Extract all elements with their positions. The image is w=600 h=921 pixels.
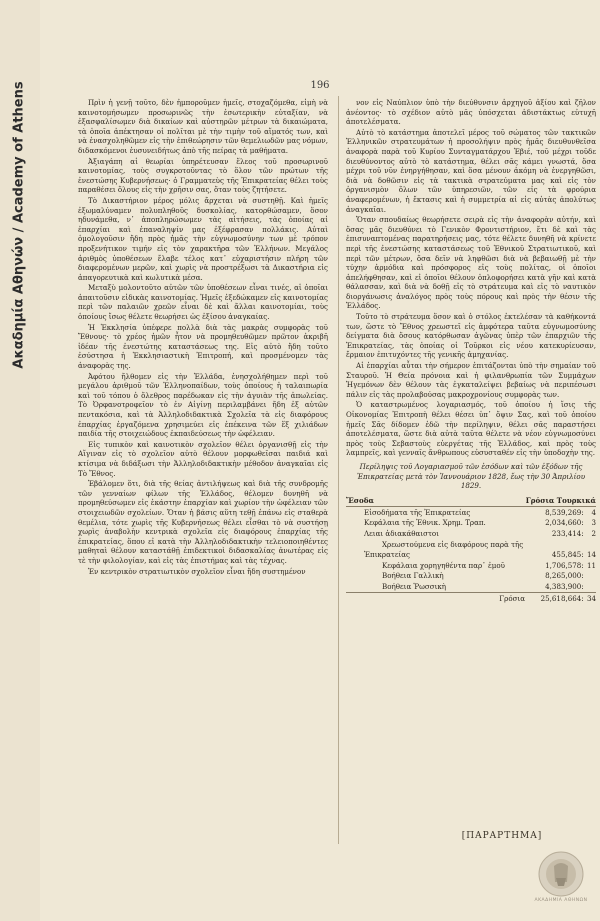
column-divider xyxy=(338,96,339,844)
row-fraction xyxy=(584,582,596,593)
row-label: Κεφάλαια χορηγηθέντα παρ᾽ ἐμοῦ xyxy=(382,560,505,570)
table-row xyxy=(346,571,596,582)
table-row xyxy=(346,529,596,540)
row-label: Χρεωστούμενα εἰς διαφόρους παρὰ τῆς xyxy=(382,539,524,549)
row-fraction: 3 xyxy=(591,518,596,528)
academy-seal xyxy=(526,848,596,914)
row-amount: 455,845: xyxy=(551,550,584,560)
row-label: Κεφάλαια τῆς Ἐθνικ. Χρημ. Τραπ. xyxy=(364,518,486,528)
archive-stamp xyxy=(4,60,34,390)
table-row xyxy=(346,518,596,529)
row-amount xyxy=(525,539,584,550)
row-label: Ἐπικρατείας xyxy=(364,550,411,560)
row-fraction xyxy=(584,539,596,550)
right-column xyxy=(346,98,596,604)
row-label: Βοήθεια Ῥωσσικὴ xyxy=(382,582,447,591)
table-header-row xyxy=(346,496,596,507)
paragraph: Αἱ ἐπαρχίαι αὗται τὴν σήμερον ἐπιτάζονται ὑπὸ τὴν σημαίαν τοῦ Σταυροῦ. Ἡ Θεία πρόνοια καὶ ἡ φιλανθρωπία τῶν Συμμάχων Ἡγεμόνων δὲν θέλουν τὰς ἐγκαταλείψει βεβαίως νὰ περιπέσωσι πάλιν εἰς τὰς προλαβούσας μακροχρονίους συμφορὰς των. xyxy=(346,361,596,399)
academy-seal-label: ΑΚΑΔΗΜΙΑ ΑΘΗΝΩΝ xyxy=(534,898,588,903)
paragraph: Τὸ Δικαστήριον μέρος μόλις ἄρχεται νὰ συστηθῇ. Καὶ ἡμεῖς ἐξωμαλύναμεν πολυπληθοῦς δυσκολίας, κατορθώσαμεν, ὅσον ηδυνάμεθα, ν᾽ ἀποπληρώσωμεν τὰς αἰτήσεις, τὰς ὁποίας αἱ ἐπαρχίαι καὶ ἐπαναληψίν μας ἐξέφρασαν πολλάκις. Αὐταὶ ὁμολογοῦσιν ἤδη πρὸς ἡμᾶς τὴν εὐγνωμοσύνην των μὲ τρόπον προξενήτικον τιμήν εἰς τὸν χαρακτῆρα τῶν Ἑλλήνων. Μεγάλος ἀριθμὸς ὑποθέσεων ἔλαβε τέλος κατ᾽ εὐχαριστήσιν πλήρη τῶν διαφερομένων μερῶν, καὶ χωρὶς νὰ προστρέξωσι τὰ Δικαστήρια εἰς ἀπαγορευτικὰ καὶ κωλυτικὰ μέσα. xyxy=(78,195,328,282)
paragraph: Τοῦτο τὸ στράτευμα ὅσον καὶ ὁ στόλος ἐκτελέσαν τὰ καθήκοντά των, ὥστε τὸ Ἔθνος χρεωστεῖ εἰς ἀμφότερα ταῦτα εὐγνωμοσύνης δείγματα διὰ ὅσους κατόρθωσαν ἀγῶνας ὑπὲρ τῶν ἐπαρχιῶν τῆς Ἐπικρατείας, τὰς ὁποίας οἱ Τοῦρκοι εἰς νέου κατεκυρίευσαν, ἔρμαιον ἐπιτυχόντες τῆς γενικῆς ἀμηχανίας. xyxy=(346,312,596,360)
table-row xyxy=(346,582,596,593)
paragraph: Αὐτὸ τὸ κατάστημα ἀποτελεῖ μέρος τοῦ σώματος τῶν τακτικῶν Ἑλληνικῶν στρατευμάτων ἡ προσολήψιν πρὸς ἡμᾶς διευθυνθεῖσα ἀναφορὰ παρὰ τοῦ Κυρίου Συνταγματάρχου Ἐβιέ, τοῦ μέχρι τοῦδε διευθύνοντος αὐτὸ τὸ κατάστημα, θέλει σᾶς κάμει γνωστά, ὅσα μέχρι τοῦ νῦν ἐνηργήθησαν, καὶ ὅσα μένουν ἀκόμη νὰ ἐνεργηθῶσι, διὰ νὰ δοθῶσιν εἰς τὰ τακτικὰ στρατεύματα μας καὶ εἰς τὸν ὀργανισμὸν ὅλων τῶν ὑπηρεσιῶν, τῶν εἰς τὰ φρούρια ἀναφερομένων, ἡ ἔκτασις καὶ ἡ συμμετρία αἱ εἰς αὐτὰς ἀπολύτως ἀναγκαῖαι. xyxy=(346,127,596,214)
row-amount: 4,383,900: xyxy=(545,582,584,591)
table-total-row xyxy=(346,593,596,604)
table-header-left: Ἔσοδα xyxy=(346,496,525,507)
paragraph: Ὁ καταστρωμένος λογαριασμός, τοῦ ὁποίου ἡ ἴσις τῆς Οἰκονομίας Ἐπιτροπὴ θέλει θέσει ὑπ᾽ ὄψιν Σας, καὶ τοῦ ὁποίου ἡμεῖς Σᾶς δίδομεν ἐδῶ τὴν περίληψιν, θέλει σᾶς παραστήσει ἀποτελέσματα, ὥστε διὰ αὐτὰ ταῦτα θέλετε νὰ νέον εὐγνωμοσύνει πρὸς τοὺς Σεβαστοὺς εὐεργέτας τῆς Ἑλλάδος, καὶ πρὸς τοὺς λαμπρεῖς, καὶ γενναῖς ἄνθρωπους εὐσυσταθέν εἰς τὴν ὑποδοχὴν της. xyxy=(346,400,596,458)
row-amount: 1,706,578: xyxy=(545,560,584,570)
row-amount: 233,414: xyxy=(551,529,584,539)
row-amount: 8,265,000: xyxy=(545,571,584,581)
row-label: Βοήθεια Γαλλικὴ xyxy=(382,571,444,581)
paragraph: Ὅταν σπουδαίως θεωρήσετε σειρὰ εἰς τὴν ἀναφορὰν αὐτήν, καὶ ὅσας μᾶς διευθύνει τὸ Γενικὸν Φροντιστήριον, ἔτι δὲ καὶ τὰς ἐπισυναπτομένας παρατηρήσεις μας, τότε θέλετε δυνηθῆ νὰ κρίνετε περὶ τῆς ἐνεστώσης καταστάσεως τοῦ Ἐθνικοῦ Στρατιωτικοῦ, καὶ περὶ τῶν μέτρων, ὅσα δεῖν νὰ ληφθῶσι διὰ νὰ βεβαιωθῇ μὲ τὴν τύχην ἁρμόδια καὶ πρόσφορος εἰς τοὺς πολίτας, οἱ ὁποῖοι ἀπελήφθησαν, καὶ εἰ ὁποῖοι θέλουν ὁπλοφορήσει κατὰ γῆν καὶ κατὰ θάλασσαν, καὶ διὰ νὰ δοθῇ εἰς τὸ στράτευμα καὶ εἰς τὸ ναυτικὸν διοργάνωσις ἀναλόγος πρὸς τοὺς πόρους καὶ πρὸς τὴν θέσιν τῆς Ἑλλάδος. xyxy=(346,215,596,311)
row-label: Λειαι ἀδιακάθαιστοι xyxy=(364,529,439,539)
row-fraction xyxy=(584,571,596,582)
row-label: Εἰσοδήματα τῆς Ἐπικρατείας xyxy=(364,507,471,517)
total-label: Γρόσια xyxy=(346,593,525,604)
paragraph: Ἡ Ἐκκλησία ὑπέφερε πολλὰ διὰ τὰς μακρὰς συμφορὰς τοῦ Ἔθνους· τὸ χρέος ἡμῶν ἦτον νὰ προμηθευθῶμεν πρῶτον ἀκριβῆ ἰδέαν τῆς ἐνεστώτης καταστάσεως της. Εἰς αὐτὸ ἤδη τοῦτο ἐσύστησα ἡ Ἐκκλησιαστικὴ Ἐπιτροπή, καὶ προσμένομεν τὰς ἀναφορὰς της. xyxy=(78,322,328,371)
row-fraction: 14 xyxy=(586,550,596,560)
table-row xyxy=(346,560,596,571)
table-header-right: Γρόσια Τουρκικά xyxy=(525,496,596,506)
row-fraction: 11 xyxy=(586,560,596,570)
paragraph: Ἀφότου ἤλθομεν εἰς τὴν Ἑλλάδα, ἐνησχολήθημεν περὶ τοῦ μεγάλου ἀριθμοῦ τῶν Ἑλληνοπαίδων, τοὺς ὁποίους ἡ ταλαιπωρία καὶ τοῦ τόπου ὁ ὄλεθρος παρέδωκαν εἰς τὴν ἀγυιὰν τῆς ἀπωλείας. Τὸ Ὀρφανοτροφεῖον τὸ ἐν Αἰγίνῃ περιλαμβάνει ἤδη ἐξ αὐτῶν πεντακόσια, καὶ τὰ Ἀλληλοδιδακτικὰ Σχολεῖα τὰ εἰς διαφόρους ἐπαρχίας ἐργαζόμενα χρησιμεύει εἰς ἐπέκεινα τῶν ἕξ χιλιάδων παιδία τῆς στοιχειώδους ἐκπαιδεύσεως τὴν ὠφέλειαν. xyxy=(78,371,328,439)
total-amount: 25,618,664: xyxy=(525,593,584,604)
row-amount: 8,539,269: xyxy=(545,507,584,517)
table-title: Περίληψις τοῦ Λογαριασμοῦ τῶν ἐσόδων καὶ τῶν ἐξόδων τῆς Ἐπικρατείας μετὰ τὸν Ἰαννουάριον 1828, ἕως τὴν 30 Ἀπριλίου 1829. xyxy=(356,461,586,491)
revenue-table xyxy=(346,496,596,604)
archive-stamp-label: Ακαδημία Αθηνών / Academy of Athens xyxy=(11,81,27,369)
row-fraction: 4 xyxy=(591,507,596,517)
paragraph: Ἀξιαγάπη αἱ θεωρίαι ὑπηρέτευσαν ἕλεος τοῦ προσωρινοῦ καινοτομίας, τοὺς συγκροτοῦντας τὸ ὅλον τῶν πρώτων τῆς ἐνεστώσης Κυβερνήσεως· ὁ Γραμματεὺς τῆς Ἐπικρατείας θέλει τοὺς παραθέσει ὅλους εἰς τὴν χρῆσιν σας, ὅταν τοὺς ζητήσετε. xyxy=(78,156,328,195)
table-row xyxy=(346,539,596,550)
page-number: 196 xyxy=(310,80,330,91)
appendix-heading: [ΠΑΡΑΡΤΗΜΑ] xyxy=(461,831,543,841)
paragraph: νον εἰς Ναύπλιον ὑπὸ τὴν διεύθυνσιν ἀρχηγοῦ ἀξίου καὶ ζῆλον ἀνέοντος· τὸ σχέδιον αὐτὸ μᾶς ὑπόσχεται ἀδιστάκτως εὐτυχῆ ἀποτελέσματα. xyxy=(346,98,596,127)
paragraph: Πρὶν ἡ γενῇ τοῦτο, δὲν ἠμποροῦμεν ἡμεῖς, στοχαζόμεθα, εἰμὴ νὰ καινοτομήσωμεν προσωρινῶς τὴν ἐσωτερικὴν εὐταξίαν, νὰ ἐξασφαλίσωμεν διὰ δικαίων καὶ αὐστηρῶν μέτρων τὰ δικαιώματα, τὰ ὁποῖα ἀπέκτησαν οἱ πολῖται μὲ τὴν τιμὴν τοῦ αἵματός των, καὶ νὰ ἐνασχοληθῶμεν εἰς τὴν ἐπιθεώρησιν τῶν θεμελιωδῶν μας νόμων, διδασκόμενοι ἐυσυνειδήτως ἀπὸ τῆς πείρας τὰ μαθήματα. xyxy=(78,98,328,155)
paragraph: Ἐβάλομεν ὅτι, διὰ τῆς θείας ἀντιλήψεως καὶ διὰ τῆς συνδρομῆς τῶν γενναίων φίλων τῆς Ἑλλάδος, θέλομεν δυνηθῆ νὰ προμηθεύσωμεν εἰς ἑκάστην ἐπαρχίαν καὶ χωρίον τὴν ὠφέλειαν τῶν στοιχειωδῶν σχολείων. Ὅταν ἡ βάσις αὕτη τεθῇ ἐπάνω εἰς σταθερὰ θεμέλια, τότε χωρὶς τῆς Κυβερνήσεως θέλει εἶσθαι τὸ νὰ συστήσῃ χωρὶς ἀναβολὴν κεντρικὰ σχολεῖα εἰς διαφόρους ἐπαρχίας τῆς ἐπικρατείας, ὅπου εἰ κατὰ τὴν Ἀλληλοδιδακτικὴν τελειοποιηθέντες μαθηταὶ θέλουν καταστάθῇ ἐπιδεκτικοὶ διδασκαλίας ἀνωτέρας εἰς τὲ τὴν φιλολογίαν, καὶ εἰς τὰς ἐπιστήμας καὶ τὰς τέχνας. xyxy=(78,479,328,565)
row-amount: 2,034,660: xyxy=(545,518,584,528)
table-row xyxy=(346,507,596,518)
left-column xyxy=(78,98,328,577)
paragraph: Μεταξὺ μολοντοῦτο αὐτῶν τῶν ὑποθέσεων εἶναι τινές, αἱ ὁποῖαι ἀπαιτοῦσιν εἰδικὰς καινοτομίας. Ἡμεῖς ἐξεδώκαμεν εἰς καινοτομίας περὶ τῶν παλαιῶν χρεῶν εἶναι δὲ καὶ ἄλλαι καινοτομίαι, τοὺς ὁποίους ἴσως θέλετε θεωρήσει ὡς ἐξίσου ἀναγκαίας. xyxy=(78,283,328,322)
row-fraction: 2 xyxy=(591,529,596,539)
total-fraction: 34 xyxy=(584,593,596,604)
academy-seal-icon xyxy=(526,848,596,914)
paragraph: Εἰς τυπικὸν καὶ καινοτικὸν σχολεῖον θέλει ὀργανισθῇ εἰς τὴν Αἴγιναν εἰς τὸ σχολεῖον αὐτὸ θέλουν μορφωθεῖσαι παιδιά καὶ κτίσιμα νὰ διδάξωσι τὴν Ἀλληλοδιδακτικὴν μέθοδον ἀναγκαῖαι εἰς Τὸ Ἔθνος. xyxy=(78,439,328,478)
paragraph: Ἐν κεντρικὸν στρατιωτικὸν σχολεῖον εἶναι ἤδη συστημένον xyxy=(88,566,306,576)
table-row xyxy=(346,550,596,561)
